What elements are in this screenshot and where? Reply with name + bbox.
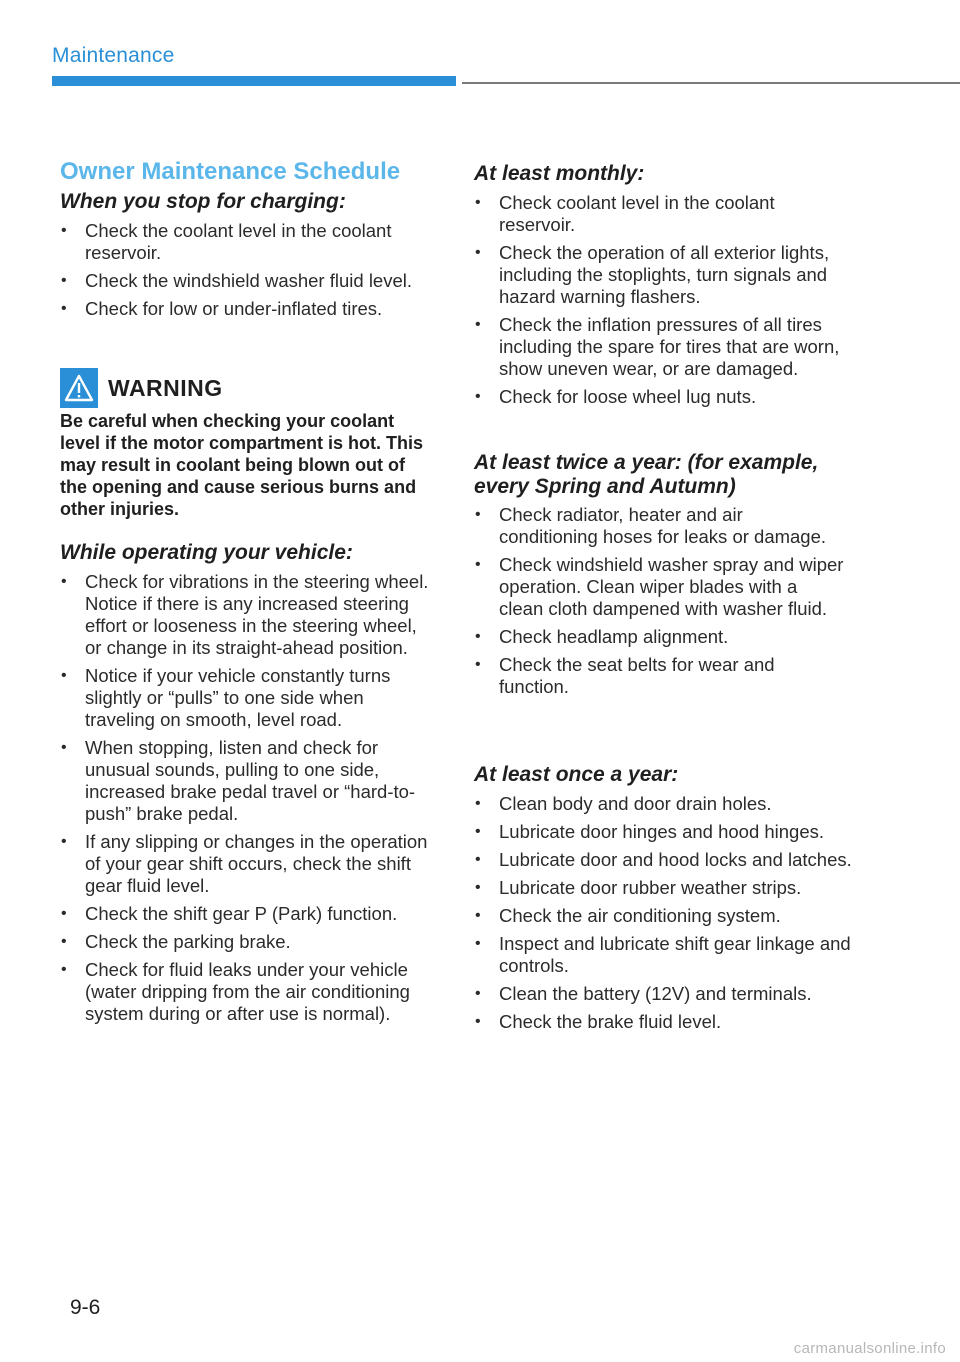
list-item: • Check the brake fluid level. bbox=[474, 1011, 854, 1033]
list-item: • Check the shift gear P (Park) function. bbox=[60, 903, 436, 925]
monthly-heading: At least monthly: bbox=[474, 162, 645, 185]
list-item: • Check for fluid leaks under your vehicle (water dripping from the air conditioning system during or after use is normal). bbox=[60, 959, 436, 1025]
list-item: • Clean body and door drain holes. bbox=[474, 793, 854, 815]
header-rule bbox=[462, 82, 960, 84]
list-item: • Check radiator, heater and air conditioning hoses for leaks or damage. bbox=[474, 504, 846, 548]
list-item: • Check for vibrations in the steering wheel. Notice if there is any increased steering effort or looseness in the steering wheel, or change in its straight-ahead position. bbox=[60, 571, 436, 659]
list-item: • Check the parking brake. bbox=[60, 931, 436, 953]
twice-year-heading-line2: every Spring and Autumn) bbox=[474, 475, 736, 498]
warning-label: WARNING bbox=[108, 374, 223, 401]
list-item: • Check the coolant level in the coolant reservoir. bbox=[60, 220, 432, 264]
list-item: • Lubricate door and hood locks and latches. bbox=[474, 849, 854, 871]
twice-year-heading bbox=[474, 451, 818, 499]
warning-triangle-icon bbox=[60, 368, 98, 408]
operating-list bbox=[60, 571, 436, 1031]
list-item: • Lubricate door hinges and hood hinges. bbox=[474, 821, 854, 843]
operating-heading: While operating your vehicle: bbox=[60, 541, 353, 564]
list-item: • Check the seat belts for wear and function. bbox=[474, 654, 846, 698]
once-year-heading: At least once a year: bbox=[474, 763, 679, 786]
list-item: • Check coolant level in the coolant reservoir. bbox=[474, 192, 846, 236]
list-item: • If any slipping or changes in the operation of your gear shift occurs, check the shift gear fluid level. bbox=[60, 831, 436, 897]
list-item: • Check for loose wheel lug nuts. bbox=[474, 386, 846, 408]
list-item: • Notice if your vehicle constantly turns slightly or “pulls” to one side when traveling on smooth, level road. bbox=[60, 665, 436, 731]
charging-list bbox=[60, 220, 432, 326]
monthly-list bbox=[474, 192, 846, 414]
list-item: • Check the windshield washer fluid level. bbox=[60, 270, 432, 292]
watermark: carmanualsonline.info bbox=[793, 1340, 946, 1357]
once-year-list bbox=[474, 793, 854, 1039]
twice-year-list bbox=[474, 504, 846, 704]
list-item: • Check headlamp alignment. bbox=[474, 626, 846, 648]
list-item: • Check the inflation pressures of all tires including the spare for tires that are worn, show uneven wear, or are damaged. bbox=[474, 314, 846, 380]
list-item: • Check windshield washer spray and wiper operation. Clean wiper blades with a clean cloth dampened with washer fluid. bbox=[474, 554, 846, 620]
list-item: • Check for low or under-inflated tires. bbox=[60, 298, 432, 320]
section-title: Maintenance bbox=[52, 44, 175, 67]
main-heading: Owner Maintenance Schedule bbox=[60, 158, 401, 185]
page-number: 9-6 bbox=[70, 1296, 101, 1319]
list-item: • When stopping, listen and check for unusual sounds, pulling to one side, increased brake pedal travel or “hard-to-push” brake pedal. bbox=[60, 737, 436, 825]
charging-heading: When you stop for charging: bbox=[60, 190, 346, 213]
header-rule-accent bbox=[52, 76, 456, 86]
warning-header bbox=[60, 368, 223, 408]
list-item: • Lubricate door rubber weather strips. bbox=[474, 877, 854, 899]
list-item: • Inspect and lubricate shift gear linkage and controls. bbox=[474, 933, 854, 977]
list-item: • Clean the battery (12V) and terminals. bbox=[474, 983, 854, 1005]
list-item: • Check the air conditioning system. bbox=[474, 905, 854, 927]
list-item: • Check the operation of all exterior lights, including the stoplights, turn signals and hazard warning flashers. bbox=[474, 242, 846, 308]
warning-text: Be careful when checking your coolant level if the motor compartment is hot. This may result in coolant being blown out of the opening and cause serious burns and other injuries. bbox=[60, 411, 424, 519]
twice-year-heading-line1: At least twice a year: (for example, bbox=[474, 451, 819, 474]
